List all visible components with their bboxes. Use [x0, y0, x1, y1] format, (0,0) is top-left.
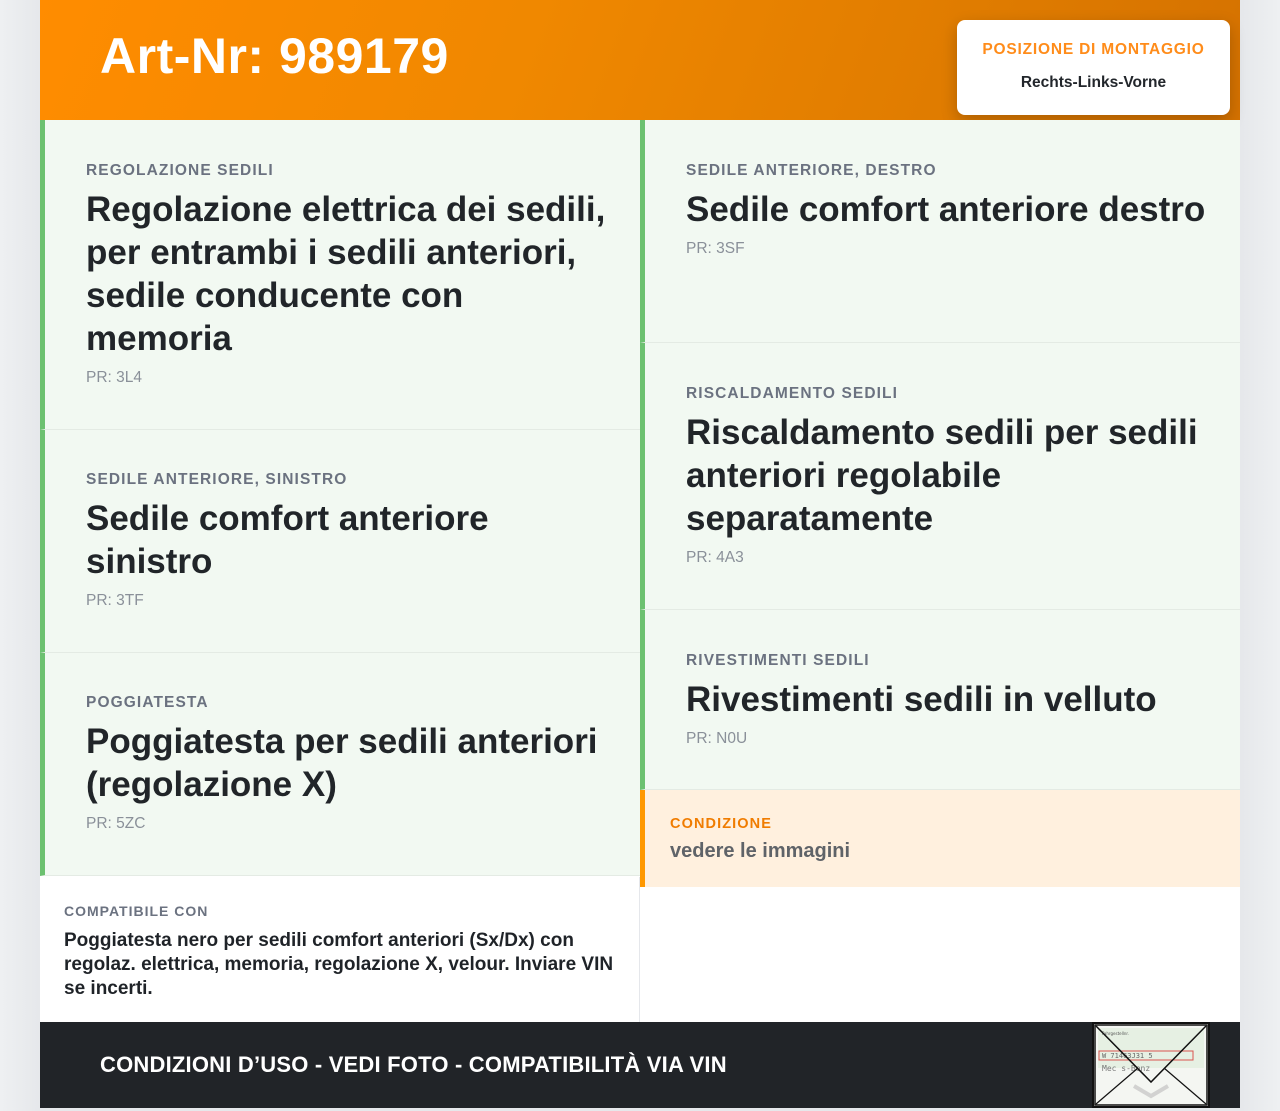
article-number-title: Art-Nr: 989179 — [100, 28, 449, 84]
footer-bar — [40, 1022, 1240, 1108]
condition-value: vedere le immagini — [670, 840, 851, 862]
feature-category: SEDILE ANTERIORE, DESTRO — [686, 162, 937, 179]
feature-headrest — [40, 653, 640, 876]
feature-name: Sedile comfort anteriore destro — [686, 190, 1206, 229]
compatibility-section — [40, 877, 640, 1022]
footer-notice: CONDIZIONI D’USO - VEDI FOTO - COMPATIBILITÀ VIA VIN — [100, 1052, 727, 1077]
condition-label: CONDIZIONE — [670, 816, 773, 832]
feature-pr-code: PR: 4A3 — [686, 549, 744, 566]
feature-pr-code: PR: 3TF — [86, 592, 144, 609]
feature-name: Regolazione elettrica dei sedili, per entrambi i sedili anteriori, sedile conducente con memoria — [86, 190, 606, 358]
feature-category: SEDILE ANTERIORE, SINISTRO — [86, 471, 348, 488]
mounting-position-value: Rechts-Links-Vorne — [1020, 74, 1167, 91]
mounting-position-card — [957, 20, 1230, 115]
features-column-right — [640, 120, 1240, 887]
feature-seat-upholstery — [640, 610, 1240, 790]
feature-name: Poggiatesta per sedili anteriori (regolazione X) — [86, 722, 598, 804]
feature-front-seat-left — [40, 430, 640, 653]
svg-text:Fahrgestellnr.: Fahrgestellnr. — [1102, 1031, 1129, 1036]
feature-seat-adjustment — [40, 120, 640, 430]
condition-box — [640, 790, 1240, 887]
feature-seat-heating — [640, 343, 1240, 610]
feature-name: Riscaldamento sedili per sedili anteriori regolabile separatamente — [686, 413, 1198, 538]
product-sheet — [40, 0, 1240, 1108]
compatibility-label: COMPATIBILE CON — [64, 903, 209, 919]
feature-pr-code: PR: N0U — [686, 730, 748, 747]
feature-name: Sedile comfort anteriore sinistro — [86, 499, 489, 581]
envelope-icon — [1094, 1024, 1208, 1106]
feature-category: POGGIATESTA — [86, 694, 209, 711]
feature-category: RISCALDAMENTO SEDILI — [686, 385, 899, 402]
feature-category: REGOLAZIONE SEDILI — [86, 162, 274, 179]
feature-pr-code: PR: 3SF — [686, 240, 745, 257]
header-banner — [40, 0, 1240, 120]
feature-pr-code: PR: 5ZC — [86, 815, 146, 832]
feature-name: Rivestimenti sedili in velluto — [686, 680, 1157, 719]
features-column-left — [40, 120, 640, 876]
mounting-position-label: POSIZIONE DI MONTAGGIO — [982, 41, 1205, 58]
svg-text:Mec s-Benz: Mec s-Benz — [1102, 1064, 1151, 1073]
compatibility-text: Poggiatesta nero per sedili comfort anteriori (Sx/Dx) con regolaz. elettrica, memoria, regolazione X, velour. Inviare VIN se incerti. — [64, 930, 614, 999]
vin-envelope-image — [1092, 1022, 1210, 1108]
feature-category: RIVESTIMENTI SEDILI — [686, 652, 870, 669]
svg-text:W 71463J31 5: W 71463J31 5 — [1102, 1052, 1153, 1060]
feature-pr-code: PR: 3L4 — [86, 369, 143, 386]
feature-front-seat-right — [640, 120, 1240, 343]
